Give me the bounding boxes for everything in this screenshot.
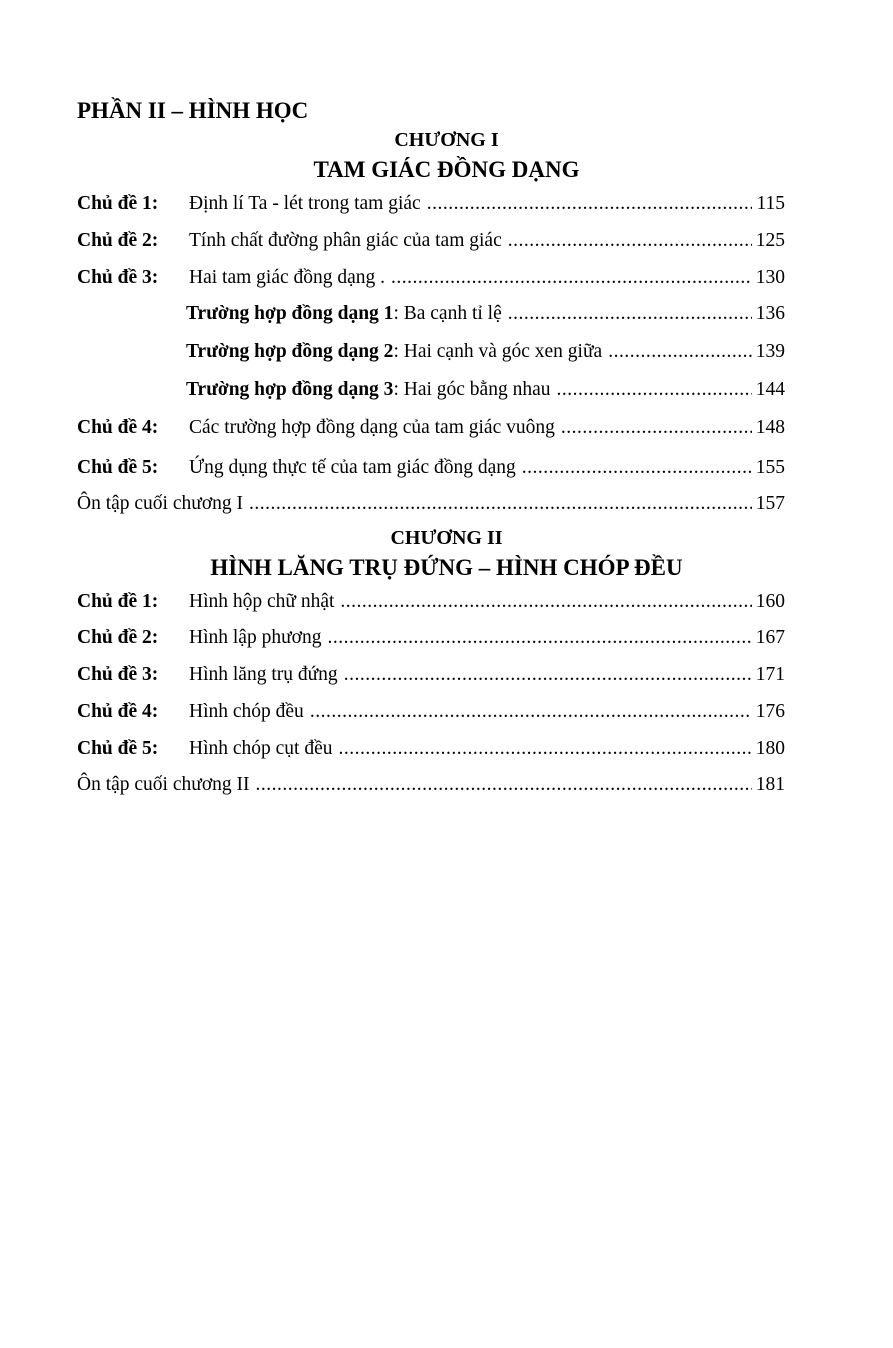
subentry-label: Trường hợp đồng dạng 3	[186, 379, 394, 400]
page-number: 167	[755, 627, 785, 648]
topic-label: Chủ đề 4:	[77, 417, 159, 438]
page-number: 144	[755, 379, 785, 400]
page-number: 181	[755, 774, 785, 795]
dot-leader	[608, 338, 752, 366]
dot-leader	[340, 588, 751, 616]
toc-entry[interactable]	[77, 698, 785, 726]
toc-entry[interactable]	[77, 624, 785, 652]
dot-leader	[310, 698, 752, 726]
topic-label: Chủ đề 4:	[77, 701, 159, 722]
page-number: 155	[755, 457, 785, 478]
entry-title: Các trường hợp đồng dạng của tam giác vuông	[189, 417, 555, 438]
entry-title: : Ba cạnh tỉ lệ	[393, 303, 502, 324]
dot-leader	[427, 190, 753, 218]
page-number: 136	[755, 303, 785, 324]
page-number: 139	[755, 341, 785, 362]
topic-label: Chủ đề 1:	[77, 591, 159, 612]
topic-label: Chủ đề 3:	[77, 267, 159, 288]
chapter-1-name: TAM GIÁC ĐỒNG DẠNG	[313, 157, 580, 182]
page-number: 130	[755, 267, 785, 288]
toc-entry[interactable]	[77, 190, 785, 218]
toc-subentry[interactable]	[186, 376, 785, 404]
toc-entry[interactable]	[77, 454, 785, 482]
dot-leader	[339, 735, 752, 763]
entry-title: Hình lập phương	[189, 627, 322, 648]
topic-label: Chủ đề 2:	[77, 230, 159, 251]
dot-leader	[327, 624, 751, 652]
entry-title: Hình chóp cụt đều	[189, 738, 333, 759]
toc-review-entry[interactable]	[77, 771, 785, 799]
topic-label: Chủ đề 2:	[77, 627, 159, 648]
dot-leader	[508, 300, 752, 328]
part-title: PHẦN II – HÌNH HỌC	[77, 98, 309, 123]
dot-leader	[344, 661, 752, 689]
dot-leader	[391, 264, 752, 292]
toc-entry[interactable]	[77, 264, 785, 292]
topic-label: Chủ đề 5:	[77, 738, 159, 759]
page-number: 157	[755, 493, 785, 514]
chapter-1-label: CHƯƠNG I	[394, 129, 499, 151]
dot-leader	[256, 771, 752, 799]
chapter-2-name: HÌNH LĂNG TRỤ ĐỨNG – HÌNH CHÓP ĐỀU	[210, 555, 683, 580]
topic-label: Chủ đề 3:	[77, 664, 159, 685]
entry-title: : Hai cạnh và góc xen giữa	[393, 341, 603, 362]
topic-label: Chủ đề 5:	[77, 457, 159, 478]
page-number: 125	[755, 230, 785, 251]
toc-entry[interactable]	[77, 227, 785, 255]
entry-title: Ôn tập cuối chương II	[77, 774, 250, 795]
page-number: 160	[755, 591, 785, 612]
page-number: 171	[755, 664, 785, 685]
subentry-label: Trường hợp đồng dạng 2	[186, 341, 394, 362]
entry-title: Hai tam giác đồng dạng .	[189, 267, 386, 288]
topic-label: Chủ đề 1:	[77, 193, 159, 214]
page-number: 115	[756, 193, 785, 214]
entry-title: Hình hộp chữ nhật	[189, 591, 335, 612]
toc-entry[interactable]	[77, 735, 785, 763]
dot-leader	[522, 454, 752, 482]
toc-entry[interactable]	[77, 588, 785, 616]
entry-title: Định lí Ta - lét trong tam giác	[189, 193, 421, 214]
entry-title: Hình lăng trụ đứng	[189, 664, 338, 685]
toc-entry[interactable]	[77, 414, 785, 442]
page-number: 176	[755, 701, 785, 722]
toc-subentry[interactable]	[186, 300, 785, 328]
toc-entry[interactable]	[77, 661, 785, 689]
entry-title: Hình chóp đều	[189, 701, 304, 722]
dot-leader	[556, 376, 751, 404]
subentry-label: Trường hợp đồng dạng 1	[186, 303, 394, 324]
chapter-2-label: CHƯƠNG II	[390, 527, 503, 549]
dot-leader	[561, 414, 752, 442]
toc-subentry[interactable]	[186, 338, 785, 366]
dot-leader	[249, 490, 752, 518]
entry-title: Ứng dụng thực tế của tam giác đồng dạng	[189, 457, 516, 478]
entry-title: : Hai góc bằng nhau	[393, 379, 551, 400]
toc-review-entry[interactable]	[77, 490, 785, 518]
page-number: 180	[755, 738, 785, 759]
dot-leader	[508, 227, 752, 255]
entry-title: Tính chất đường phân giác của tam giác	[189, 230, 502, 251]
page-number: 148	[755, 417, 785, 438]
entry-title: Ôn tập cuối chương I	[77, 493, 244, 514]
